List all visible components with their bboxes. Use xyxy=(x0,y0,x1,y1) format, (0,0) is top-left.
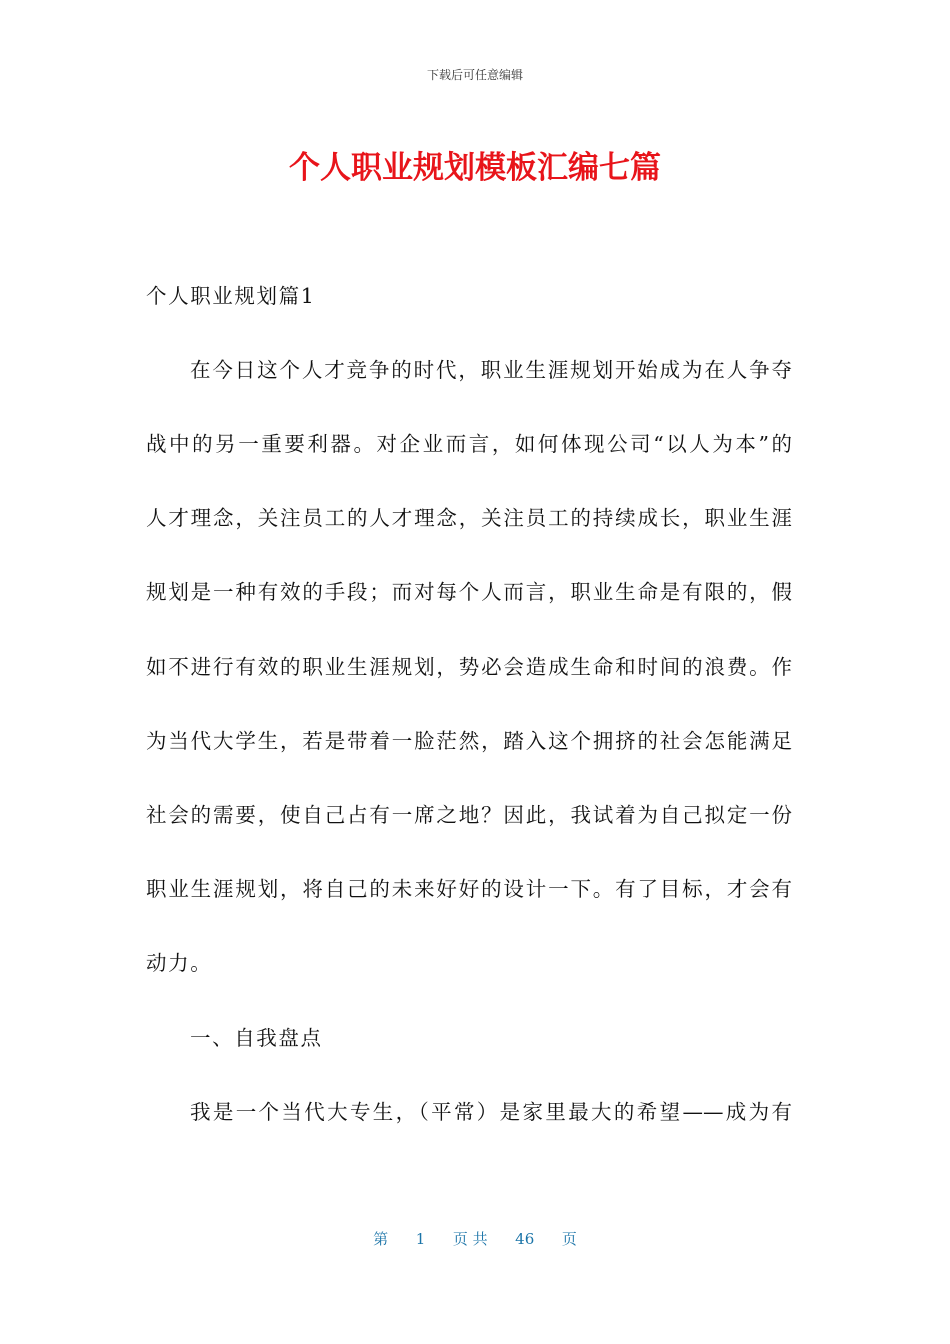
paragraph-line: 如不进行有效的职业生涯规划，势必会造成生命和时间的浪费。作 xyxy=(146,655,792,679)
paragraph-line: 在今日这个人才竞争的时代，职业生涯规划开始成为在人争夺 xyxy=(190,358,792,382)
paragraph-line: 战中的另一重要利器。对企业而言，如何体现公司“以人为本”的 xyxy=(146,432,792,456)
paragraph-line: 社会的需要，使自己占有一席之地？因此，我试着为自己拟定一份 xyxy=(146,803,792,827)
current-page-number: 1 xyxy=(415,1230,426,1248)
footer-prefix: 第 xyxy=(373,1230,389,1248)
paragraph-line: 为当代大学生，若是带着一脸茫然，踏入这个拥挤的社会怎能满足 xyxy=(146,729,792,753)
page-header: 下载后可任意编辑 xyxy=(426,68,523,82)
footer-middle: 页 共 xyxy=(452,1230,488,1248)
paragraph-line: 动力。 xyxy=(146,951,213,975)
footer-suffix: 页 xyxy=(561,1230,577,1248)
subheading: 一、自我盘点 xyxy=(190,1026,323,1050)
page-footer xyxy=(0,1228,950,1249)
paragraph-line: 职业生涯规划，将自己的未来好好的设计一下。有了目标，才会有 xyxy=(146,877,792,901)
total-page-count: 46 xyxy=(515,1230,535,1248)
paragraph-line: 人才理念，关注员工的人才理念，关注员工的持续成长，职业生涯 xyxy=(146,506,792,530)
section-heading: 个人职业规划篇1 xyxy=(146,284,316,308)
paragraph-line: 我是一个当代大专生，（平常）是家里最大的希望——成为有 xyxy=(190,1100,792,1124)
document-title: 个人职业规划模板汇编七篇 xyxy=(289,150,661,186)
paragraph-line: 规划是一种有效的手段；而对每个人而言，职业生命是有限的，假 xyxy=(146,580,792,604)
